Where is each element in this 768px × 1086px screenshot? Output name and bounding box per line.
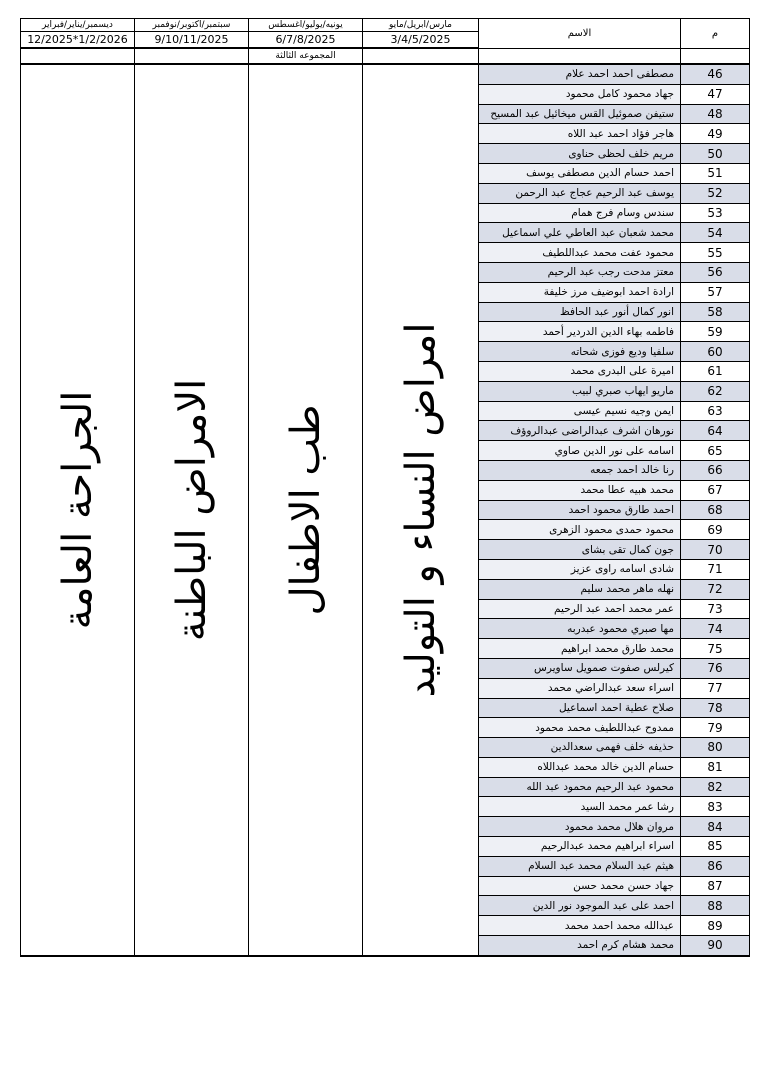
- student-number: 90: [681, 936, 750, 956]
- date-header-4: 12/2025*1/2/2026: [21, 32, 135, 49]
- student-number: 84: [681, 817, 750, 837]
- student-number: 51: [681, 163, 750, 183]
- student-name: مروان هلال محمد محمود: [479, 817, 681, 837]
- specialty-column-4: [363, 64, 479, 956]
- student-number: 67: [681, 480, 750, 500]
- student-number: 46: [681, 64, 750, 84]
- student-number: 71: [681, 559, 750, 579]
- student-name: انور كمال أنور عبد الحافظ: [479, 302, 681, 322]
- student-name: ماريو ايهاب صبري لبيب: [479, 381, 681, 401]
- student-number: 77: [681, 678, 750, 698]
- student-number: 52: [681, 183, 750, 203]
- student-number: 53: [681, 203, 750, 223]
- student-name: اسراء سعد عبدالراضي محمد: [479, 678, 681, 698]
- student-number: 76: [681, 658, 750, 678]
- month-header-4: ديسمبر/يناير/فبراير: [21, 19, 135, 32]
- number-column-header: م: [681, 19, 750, 49]
- student-name: رنا خالد احمد جمعه: [479, 460, 681, 480]
- student-name: كيرلس صفوت صمويل ساويرس: [479, 658, 681, 678]
- student-number: 69: [681, 520, 750, 540]
- student-number: 85: [681, 837, 750, 857]
- student-name: محمد طارق محمد ابراهيم: [479, 639, 681, 659]
- specialty-column-2: [135, 64, 249, 956]
- student-number: 49: [681, 124, 750, 144]
- student-name: احمد على عبد الموجود نور الدين: [479, 896, 681, 916]
- student-number: 86: [681, 856, 750, 876]
- group-cell-empty: [135, 48, 249, 64]
- student-number: 65: [681, 441, 750, 461]
- group-cell-empty: [681, 48, 750, 64]
- student-number: 48: [681, 104, 750, 124]
- student-name: ايمن وجيه نسيم عيسى: [479, 401, 681, 421]
- student-number: 88: [681, 896, 750, 916]
- schedule-table: [20, 18, 750, 957]
- student-number: 62: [681, 381, 750, 401]
- student-name: شادى اسامه راوى عزيز: [479, 559, 681, 579]
- specialty-label: الامراض الباطنة: [168, 378, 215, 642]
- student-name: جهاد حسن محمد حسن: [479, 876, 681, 896]
- date-header-2: 6/7/8/2025: [249, 32, 363, 49]
- student-name: عبدالله محمد احمد محمد: [479, 916, 681, 936]
- student-number: 61: [681, 361, 750, 381]
- student-name: اسامه على نور الدين صاوي: [479, 441, 681, 461]
- student-number: 58: [681, 302, 750, 322]
- specialty-label: امراض النساء و التوليد: [397, 322, 444, 698]
- student-name: احمد حسام الدين مصطفى يوسف: [479, 163, 681, 183]
- student-name: محمد هشام كرم احمد: [479, 936, 681, 956]
- specialty-label: طب الاطفال: [282, 404, 329, 616]
- student-number: 80: [681, 738, 750, 758]
- student-name: مها صبري محمود عبدربه: [479, 619, 681, 639]
- group-cell-empty: [479, 48, 681, 64]
- student-name: سلفيا وديع فوزى شحاته: [479, 342, 681, 362]
- month-header-3: سبتمبر/اكتوبر/نوفمبر: [135, 19, 249, 32]
- group-cell-empty: [21, 48, 135, 64]
- student-number: 74: [681, 619, 750, 639]
- specialty-column-1: [21, 64, 135, 956]
- student-name: احمد طارق محمود احمد: [479, 500, 681, 520]
- group-cell-empty: [363, 48, 479, 64]
- student-name: محمود عبد الرحيم محمود عبد الله: [479, 777, 681, 797]
- student-number: 75: [681, 639, 750, 659]
- student-name: محمود حمدى محمود الزهرى: [479, 520, 681, 540]
- student-name: سندس وسام فرج همام: [479, 203, 681, 223]
- student-name: محمود عفت محمد عبداللطيف: [479, 243, 681, 263]
- schedule-sheet: [20, 18, 749, 957]
- student-name: اسراء ابراهيم محمد عبدالرحيم: [479, 837, 681, 857]
- student-name: جون كمال تقى بشاى: [479, 540, 681, 560]
- student-number: 47: [681, 84, 750, 104]
- student-name: اميرة على البدرى محمد: [479, 361, 681, 381]
- student-number: 60: [681, 342, 750, 362]
- student-name: عمر محمد احمد عبد الرحيم: [479, 599, 681, 619]
- month-header-1: مارس/ابريل/مايو: [363, 19, 479, 32]
- student-number: 64: [681, 421, 750, 441]
- student-name: مصطفى احمد احمد علام: [479, 64, 681, 84]
- student-name: نورهان اشرف عبدالراضى عبدالروؤف: [479, 421, 681, 441]
- student-number: 68: [681, 500, 750, 520]
- name-column-header: الاسم: [479, 19, 681, 49]
- student-name: فاطمه بهاء الدين الدردير أحمد: [479, 322, 681, 342]
- student-name: مريم خلف لحظى حناوى: [479, 144, 681, 164]
- student-name: هيثم عبد السلام محمد عبد السلام: [479, 856, 681, 876]
- month-header-2: يونيه/يوليو/اغسطس: [249, 19, 363, 32]
- specialty-column-3: [249, 64, 363, 956]
- student-name: حسام الدين خالد محمد عبداللاه: [479, 757, 681, 777]
- student-number: 78: [681, 698, 750, 718]
- student-name: رشا عمر محمد السيد: [479, 797, 681, 817]
- student-number: 83: [681, 797, 750, 817]
- student-name: معتز مدحت رجب عبد الرحيم: [479, 262, 681, 282]
- student-number: 82: [681, 777, 750, 797]
- group-label: المجموعه الثالثة: [249, 48, 363, 64]
- student-name: ممدوح عبداللطيف محمد محمود: [479, 718, 681, 738]
- student-name: هاجر فؤاد احمد عبد اللاه: [479, 124, 681, 144]
- specialty-label: الجراحة العامة: [54, 390, 101, 630]
- student-number: 63: [681, 401, 750, 421]
- student-number: 57: [681, 282, 750, 302]
- table-row: [21, 64, 750, 84]
- student-number: 59: [681, 322, 750, 342]
- student-name: صلاح عطية احمد اسماعيل: [479, 698, 681, 718]
- student-number: 54: [681, 223, 750, 243]
- student-name: ارادة احمد ابوضيف مرز خليفة: [479, 282, 681, 302]
- student-number: 79: [681, 718, 750, 738]
- student-name: محمد هبيه عطا محمد: [479, 480, 681, 500]
- student-name: نهله ماهر محمد سليم: [479, 579, 681, 599]
- student-number: 56: [681, 262, 750, 282]
- student-number: 73: [681, 599, 750, 619]
- date-header-3: 9/10/11/2025: [135, 32, 249, 49]
- student-number: 89: [681, 916, 750, 936]
- date-header-1: 3/4/5/2025: [363, 32, 479, 49]
- student-name: ستيفن صموئيل القس ميخائيل عبد المسيح: [479, 104, 681, 124]
- student-name: يوسف عبد الرحيم عجاج عبد الرحمن: [479, 183, 681, 203]
- student-number: 66: [681, 460, 750, 480]
- student-name: محمد شعبان عبد العاطي علي اسماعيل: [479, 223, 681, 243]
- student-number: 55: [681, 243, 750, 263]
- student-number: 81: [681, 757, 750, 777]
- student-number: 50: [681, 144, 750, 164]
- student-number: 70: [681, 540, 750, 560]
- student-name: جهاد محمود كامل محمود: [479, 84, 681, 104]
- student-number: 87: [681, 876, 750, 896]
- student-number: 72: [681, 579, 750, 599]
- student-name: حذيفه خلف فهمى سعدالدين: [479, 738, 681, 758]
